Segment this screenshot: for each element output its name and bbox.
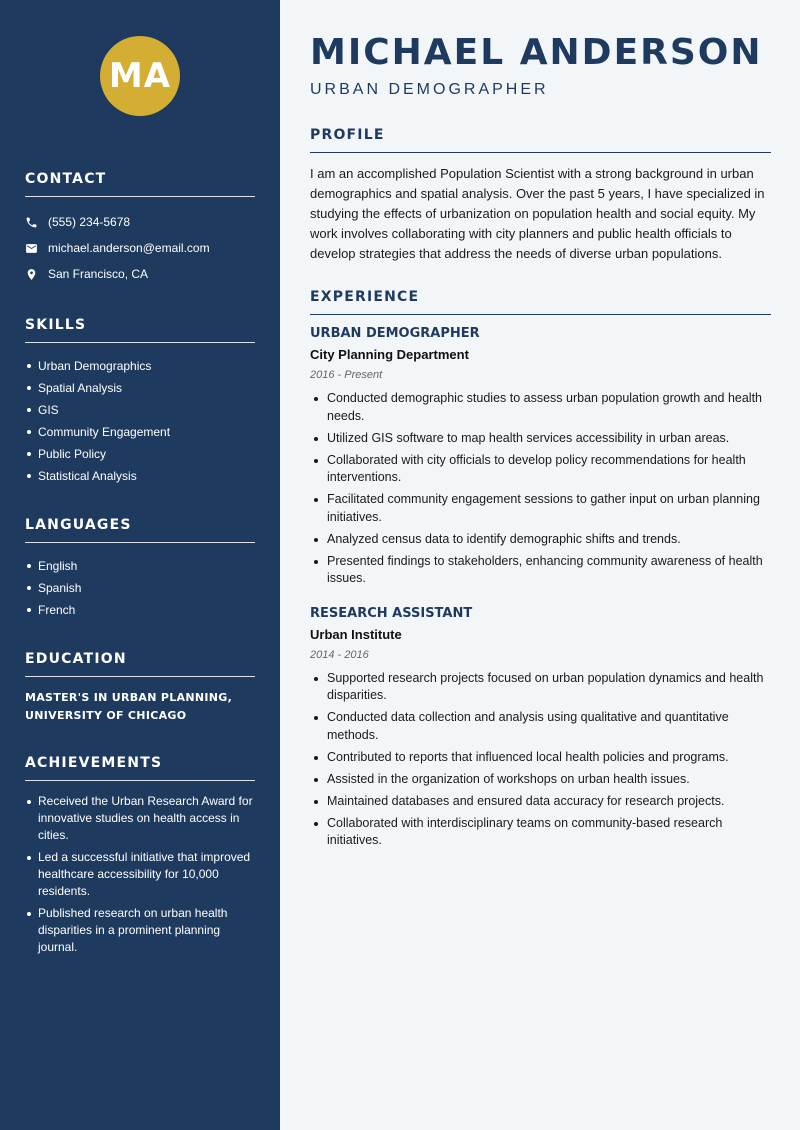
job-dates: 2016 - Present — [310, 369, 383, 381]
phone-icon — [25, 216, 38, 229]
job-bullets — [310, 390, 771, 588]
profile-heading: PROFILE — [310, 127, 771, 153]
experience-section — [310, 289, 771, 850]
education-section — [25, 651, 255, 725]
job-bullet: Collaborated with interdisciplinary teams on community-based research initiatives. — [310, 815, 771, 850]
job-bullet: Collaborated with city officials to develop policy recommendations for health interventions. — [310, 452, 771, 487]
avatar: MA — [100, 36, 180, 116]
job-bullet: Conducted data collection and analysis using qualitative and quantitative methods. — [310, 709, 771, 744]
languages-list — [25, 555, 255, 621]
job-bullets — [310, 670, 771, 850]
skill-item: Public Policy — [25, 443, 255, 465]
email-icon — [25, 242, 38, 255]
profile-text: I am an accomplished Population Scientist with a strong background in urban demographics and spatial analysis. Over the past 5 years, I have specialized in studying the effects of urbanization on population health and social equity. My work involves collaborating with city planners and public health officials to develop strategies that address the needs of diverse urban populations. — [310, 166, 765, 261]
candidate-title: URBAN DEMOGRAPHER — [310, 81, 549, 98]
job-dates: 2014 - 2016 — [310, 648, 369, 661]
languages-heading: LANGUAGES — [25, 517, 255, 543]
sidebar — [0, 0, 280, 1130]
job-bullet: Assisted in the organization of workshops on urban health issues. — [310, 771, 771, 789]
job-organization: Urban Institute — [310, 626, 402, 642]
achievement-item: Published research on urban health disparities in a prominent planning journal. — [25, 905, 255, 956]
skills-list — [25, 355, 255, 487]
education-heading: EDUCATION — [25, 651, 255, 677]
languages-section — [25, 517, 255, 621]
job-bullet: Analyzed census data to identify demographic shifts and trends. — [310, 531, 771, 549]
skills-section — [25, 317, 255, 487]
email-address: michael.anderson@email.com — [48, 241, 210, 255]
job-bullet: Supported research projects focused on urban population dynamics and health disparities. — [310, 670, 771, 705]
achievements-section — [25, 755, 255, 956]
contact-location — [25, 261, 255, 287]
job-role: RESEARCH ASSISTANT — [310, 605, 473, 621]
achievement-item: Received the Urban Research Award for innovative studies on health access in cities. — [25, 793, 255, 844]
job-bullet: Conducted demographic studies to assess urban population growth and health needs. — [310, 390, 771, 425]
location-text: San Francisco, CA — [48, 267, 149, 281]
achievement-item: Led a successful initiative that improved healthcare accessibility for 10,000 residents. — [25, 849, 255, 900]
location-pin-icon — [25, 268, 38, 281]
job-bullet: Maintained databases and ensured data accuracy for research projects. — [310, 793, 771, 811]
main-content — [310, 0, 771, 868]
job-role: URBAN DEMOGRAPHER — [310, 326, 480, 341]
contact-heading: CONTACT — [25, 171, 255, 197]
language-item: Spanish — [25, 577, 255, 599]
education-line-2: UNIVERSITY OF CHICAGO — [25, 709, 187, 722]
skill-item: Spatial Analysis — [25, 377, 255, 399]
phone-number: (555) 234-5678 — [48, 215, 131, 229]
experience-heading: EXPERIENCE — [310, 289, 771, 315]
contact-phone — [25, 209, 255, 235]
education-degree — [25, 689, 255, 725]
skill-item: Urban Demographics — [25, 355, 255, 377]
language-item: English — [25, 555, 255, 577]
language-item: French — [25, 599, 255, 621]
job-bullet: Contributed to reports that influenced local health policies and programs. — [310, 749, 771, 767]
job-bullet: Utilized GIS software to map health services accessibility in urban areas. — [310, 430, 771, 448]
job-organization: City Planning Department — [310, 347, 469, 362]
job-bullet: Presented findings to stakeholders, enhancing community awareness of health issues. — [310, 553, 771, 588]
achievements-heading: ACHIEVEMENTS — [25, 755, 255, 781]
education-line-1: MASTER'S IN URBAN PLANNING, — [25, 691, 233, 704]
achievements-list — [25, 793, 255, 956]
candidate-name: MICHAEL ANDERSON — [310, 32, 763, 73]
job-entry — [310, 606, 771, 850]
job-bullet: Facilitated community engagement sessions to gather input on urban planning initiatives. — [310, 491, 771, 526]
skill-item: Statistical Analysis — [25, 465, 255, 487]
skills-heading: SKILLS — [25, 317, 255, 343]
profile-section — [310, 127, 771, 264]
skill-item: Community Engagement — [25, 421, 255, 443]
contact-email — [25, 235, 255, 261]
contact-section — [25, 171, 255, 287]
job-entry — [310, 326, 771, 588]
skill-item: GIS — [25, 399, 255, 421]
